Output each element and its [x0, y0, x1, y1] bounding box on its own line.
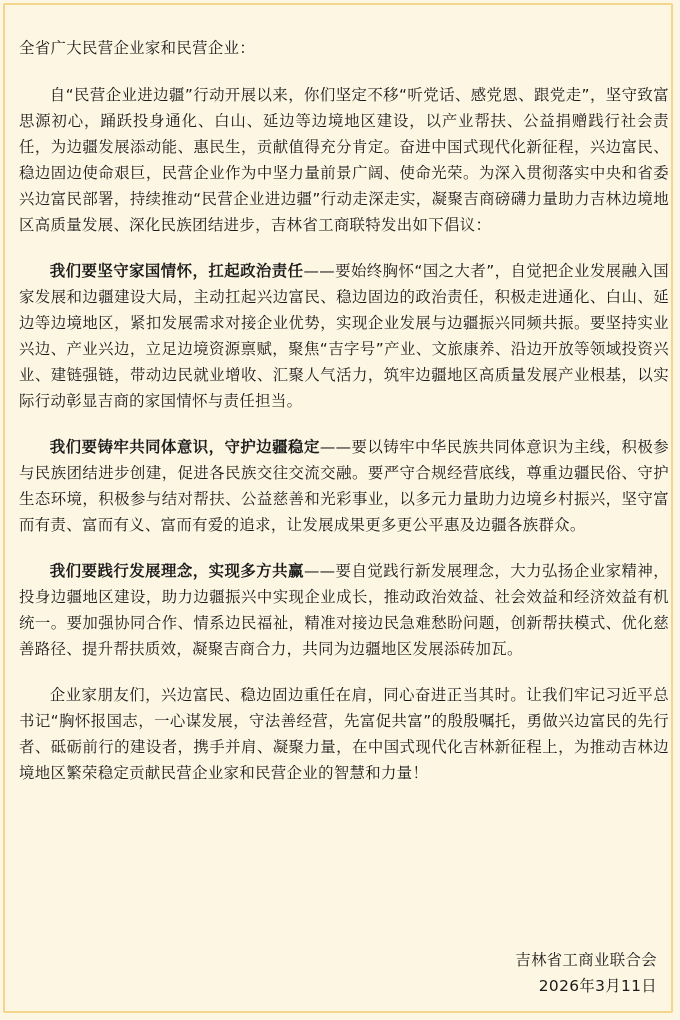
initiative-heading-1: 我们要坚守家国情怀，扛起政治责任: [49, 262, 304, 280]
signature-date: 2026年3月11日: [538, 977, 657, 995]
initiative-body-1: ——要始终胸怀“国之大者”，自觉把企业发展融入国家发展和边疆建设大局，主动扛起兴边富民、稳边固边的政治责任，积极走进通化、白山、延边等边境地区，紧扣发展需求对接企业优势，实现企业发展与边疆振兴同频共振。要坚持实业兴边、产业兴边，立足边境资源禀赋，聚焦“吉字号”产业、文旅康养、沿边开放等领域投资兴业、建链强链，带动边民就业增收、汇聚人气活力，筑牢边疆地区高质量发展产业根基，以实际行动彰显吉商的家国情怀与责任担当。: [19, 262, 669, 410]
initiative-heading-3: 我们要践行发展理念，实现多方共赢: [49, 562, 304, 580]
initiative-heading-2: 我们要铸牢共同体意识，守护边疆稳定: [49, 438, 320, 456]
salutation: 全省广大民营企业家和民营企业：: [19, 39, 256, 57]
signature-organization: 吉林省工商业联合会: [515, 951, 657, 969]
letter-body: [19, 35, 669, 806]
initiative-paragraph-1: [19, 258, 669, 414]
intro-paragraph: 自“民营企业进边疆”行动开展以来，你们坚定不移“听党话、感党恩、跟党走”，坚守致富思源初心，踊跃投身通化、白山、延边等边境地区建设，以产业帮扶、公益捐赠践行社会责任，为边疆发展添动能、惠民生，贡献值得充分肯定。奋进中国式现代化新征程，兴边富民、稳边固边使命艰巨，民营企业作为中坚力量前景广阔、使命光荣。为深入贯彻落实中央和省委兴边富民部署，持续推动“民营企业进边疆”行动走深走实，凝聚吉商磅礴力量助力吉林边境地区高质量发展、深化民族团结进步，吉林省工商联特发出如下倡议：: [19, 86, 669, 234]
closing-paragraph: 企业家朋友们，兴边富民、稳边固边重任在肩，同心奋进正当其时。让我们牢记习近平总书记“胸怀报国志，一心谋发展，守法善经营，先富促共富”的殷殷嘱托，勇做兴边富民的先行者、砥砺前行的建设者，携手并肩、凝聚力量，在中国式现代化吉林新征程上，为推动吉林边境地区繁荣稳定贡献民营企业家和民营企业的智慧和力量！: [19, 686, 669, 782]
initiative-paragraph-3: [19, 558, 669, 662]
initiative-paragraph-2: [19, 434, 669, 538]
initiative-body-3: ——要自觉践行新发展理念，大力弘扬企业家精神，投身边疆地区建设，助力边疆振兴中实现企业成长，推动政治效益、社会效益和经济效益有机统一。要加强协同合作、情系边民福祉，精准对接边民急难愁盼问题，创新帮扶模式、优化慈善路径、提升帮扶质效，凝聚吉商合力，共同为边疆地区发展添砖加瓦。: [19, 562, 669, 658]
letter-page: [3, 3, 673, 1013]
initiative-body-2: ——要以铸牢中华民族共同体意识为主线，积极参与民族团结进步创建，促进各民族交往交流交融。要严守合规经营底线，尊重边疆民俗、守护生态环境，积极参与结对帮扶、公益慈善和光彩事业，以多元力量助力边境乡村振兴，坚守富而有责、富而有义、富而有爱的追求，让发展成果更多更公平惠及边疆各族群众。: [19, 438, 670, 534]
signature-block: [515, 947, 657, 999]
